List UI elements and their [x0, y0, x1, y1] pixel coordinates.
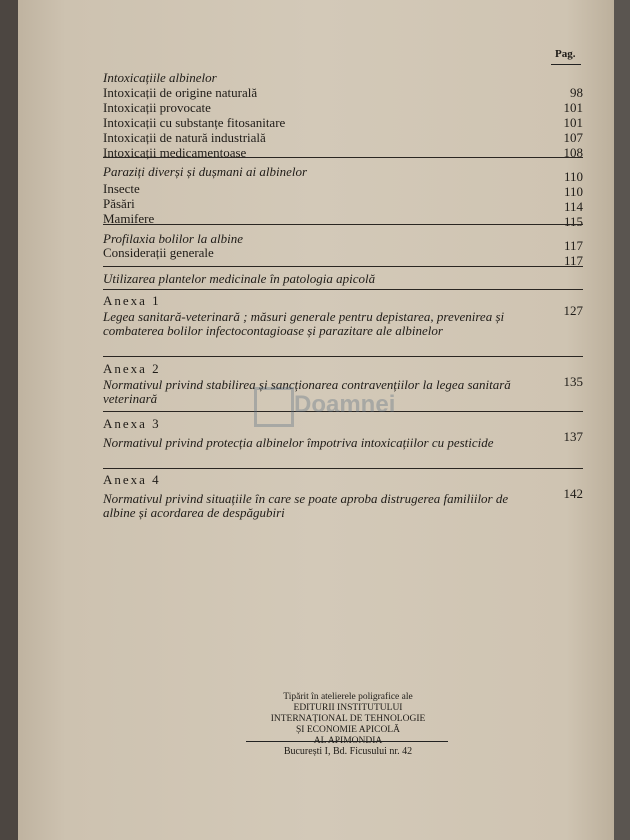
annex-label: Anexa 3: [103, 416, 161, 431]
imprint-line: ȘI ECONOMIE APICOLĂ: [296, 725, 400, 735]
toc-page-number: 101: [563, 115, 583, 130]
toc-page-number: 107: [563, 130, 583, 145]
page-left-edge: [0, 0, 18, 840]
annex-label: Anexa 4: [103, 472, 161, 487]
annex-page-number: 142: [563, 486, 583, 501]
toc-page-number: 110: [563, 169, 583, 184]
imprint-line: Tipărit în atelierele poligrafice ale: [283, 692, 413, 702]
toc-page-number: 117: [563, 253, 583, 268]
annex-label: Anexa 2: [103, 361, 161, 376]
annex-label: Anexa 1: [103, 293, 161, 308]
toc-page-number: 115: [563, 214, 583, 229]
section-divider: [103, 289, 583, 290]
imprint-line: AL APIMONDIA: [313, 736, 383, 746]
toc-page-number: 114: [563, 199, 583, 214]
imprint-line: INTERNAȚIONAL DE TEHNOLOGIE: [270, 714, 426, 724]
annex-description: Normativul privind stabilirea și sancționarea contravențiilor la legea sanitară veterinară: [103, 377, 511, 406]
watermark-logo: [254, 383, 418, 433]
section-divider: [103, 468, 583, 469]
toc-page-number: 117: [563, 238, 583, 253]
section-divider: [103, 356, 583, 357]
book-page: Pag. Intoxicațiile albinelor Intoxicații de origine naturală 98 Intoxicații provocate 101 Intoxicații cu substanțe fitosanitare 101 Intoxicații de natură industrială 107 Intoxicații medicamentoase 108 Paraziți diverși și dușmani ai albinelor 110 Insecte 110 Păsări 114 Mamifere 115 Profilaxia bolilor la albine 117 Considerații generale 117 Utilizarea plantelor medicinale în patologia apicolă Anexa 1 127 Legea sanitară-veterinară ; măsuri generale pentru depistarea, prevenirea și combaterea bolilor infectocontagioase și parazitare ale albinelor Anexa 2 135 Normativul privind stabilirea și sancționarea contravențiilor la legea sanitară veterinară Anexa 3 137 Normativul privind protecția albinelor împotriva intoxicațiilor cu pesticide Anexa 4 142 Normativul privind situațiile în care se poate aproba distrugerea familiilor de albine și acordarea de despăgubiri Doamnei Tipărit în atelierele poligrafice ale EDITURII INSTITUTULUI INTERNAȚIONAL DE TEHNOLOGIE ȘI ECONOMIE APICOLĂ AL APIMONDIA București I, Bd. Ficusului nr. 42: [18, 0, 614, 840]
annex-page-number: 135: [563, 374, 583, 389]
annex-description: Normativul privind protecția albinelor împotriva intoxicațiilor cu pesticide: [103, 435, 494, 450]
imprint-address: București I, Bd. Ficusului nr. 42: [283, 746, 413, 757]
annex-page-number: 137: [563, 429, 583, 444]
toc-page-number: 110: [563, 184, 583, 199]
page-column-header: Pag.: [555, 48, 576, 60]
toc-page-number: 101: [563, 100, 583, 115]
annex-page-number: 127: [563, 303, 583, 318]
watermark-text: Doamnei: [294, 391, 396, 418]
section-divider: [103, 157, 583, 158]
section-divider: [103, 224, 583, 225]
section-divider: [103, 266, 583, 267]
watermark-frame-icon: [254, 387, 294, 427]
annex-description: Legea sanitară-veterinară ; măsuri generale pentru depistarea, prevenirea și combaterea bolilor infectocontagioase și parazitare ale albinelor: [103, 309, 505, 338]
toc-page-number: 108: [563, 145, 583, 160]
toc-page-number: 98: [570, 85, 583, 100]
annex-description: Normativul privind situațiile în care se poate aproba distrugerea familiilor de albine și acordarea de despăgubiri: [103, 491, 509, 520]
imprint-rule: [246, 741, 448, 742]
imprint-line: EDITURII INSTITUTULUI: [293, 703, 403, 713]
header-rule: [551, 64, 581, 65]
printer-imprint: [238, 692, 458, 747]
